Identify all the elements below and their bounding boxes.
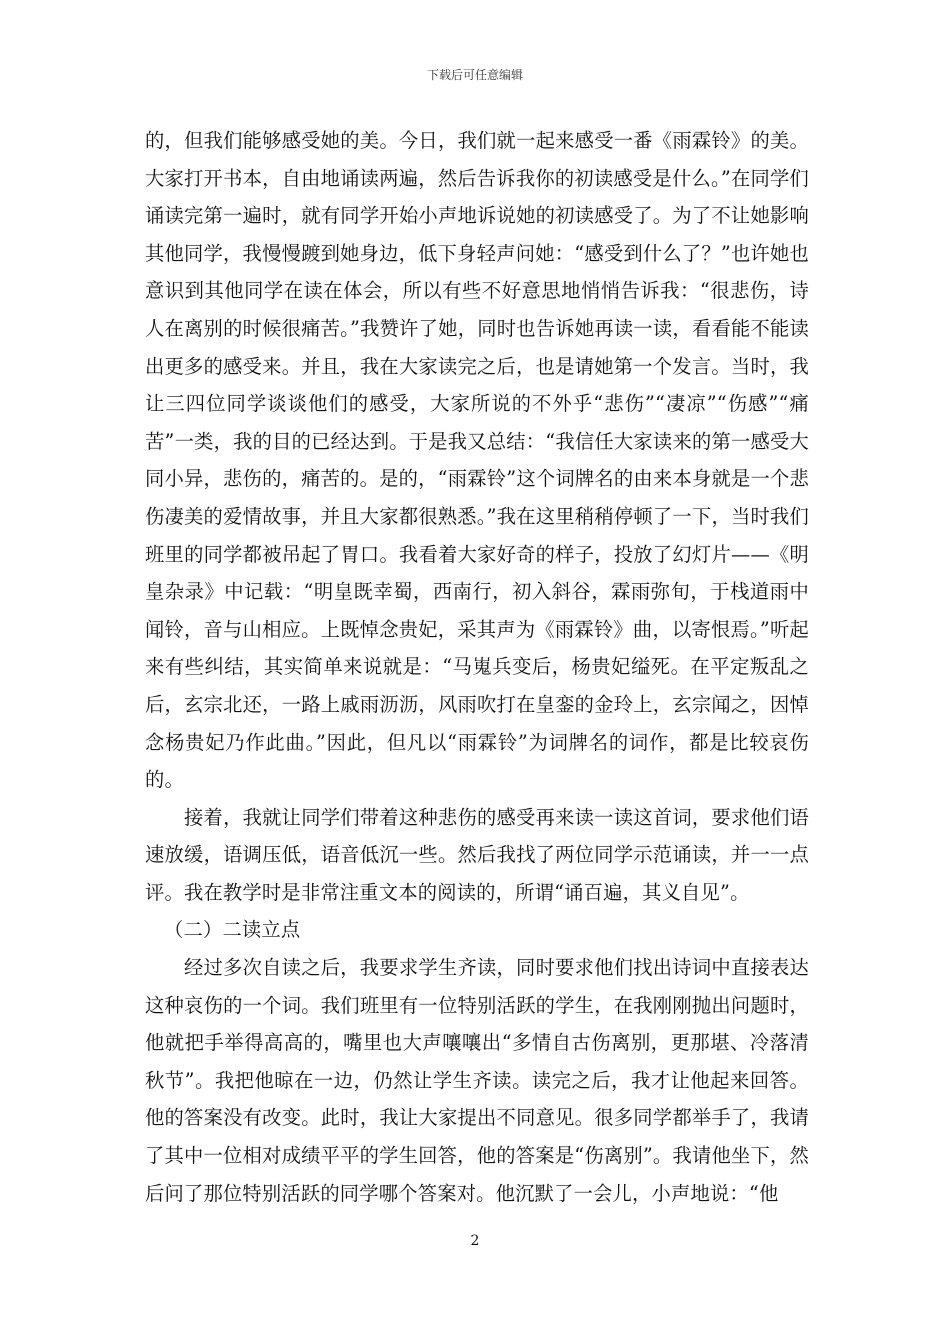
section-heading: （二）二读立点 bbox=[164, 918, 301, 942]
document-body bbox=[145, 122, 809, 1212]
paragraph-reading-again: 接着，我就让同学们带着这种悲伤的感受再来读一读这首词，要求他们语速放缓，语调压低，语音低沉一些。然后我找了两位同学示范诵读，并一一点评。我在教学时是非常注重文本的阅读的，所谓“诵百遍，其义自见”。 bbox=[145, 805, 809, 904]
page-number: 2 bbox=[470, 1233, 480, 1249]
page-header: 下载后可任意编辑 bbox=[426, 68, 523, 82]
paragraph-continuation: 的，但我们能够感受她的美。今日，我们就一起来感受一番《雨霖铃》的美。大家打开书本，自由地诵读两遍，然后告诉我你的初读感受是什么。”在同学们诵读完第一遍时，就有同学开始小声地诉说她的初读感受了。为了不让她影响其他同学，我慢慢踱到她身边，低下身轻声问她：“感受到什么了？”也许她也意识到其他同学在读在体会，所以有些不好意思地悄悄告诉我：“很悲伤，诗人在离别的时候很痛苦。”我赞许了她，同时也告诉她再读一读，看看能不能读出更多的感受来。并且，我在大家读完之后，也是请她第一个发言。当时，我让三四位同学谈谈他们的感受，大家所说的不外乎“悲伤”“凄凉”“伤感”“痛苦”一类，我的目的已经达到。于是我又总结：“我信任大家读来的第一感受大同小异，悲伤的，痛苦的。是的，“雨霖铃”这个词牌名的由来本身就是一个悲伤凄美的爱情故事，并且大家都很熟悉。”我在这里稍稍停顿了一下，当时我们班里的同学都被吊起了胃口。我看着大家好奇的样子，投放了幻灯片——《明皇杂录》中记载：“明皇既幸蜀，西南行，初入斜谷，霖雨弥旬，于栈道雨中闻铃，音与山相应。上既悼念贵妃，采其声为《雨霖铃》曲，以寄恨焉。”听起来有些纠结，其实简单来说就是：“马嵬兵变后，杨贵妃缢死。在平定叛乱之后，玄宗北还，一路上戚雨沥沥，风雨吹打在皇銮的金玲上，玄宗闻之，因悼念杨贵妃乃作此曲。”因此，但凡以“雨霖铃”为词牌名的词作，都是比较哀伤的。 bbox=[145, 129, 809, 792]
paragraph-group-reading: 经过多次自读之后，我要求学生齐读，同时要求他们找出诗词中直接表达这种哀伤的一个词。我们班里有一位特别活跃的学生，在我刚刚抛出问题时，他就把手举得高高的，嘴里也大声嚷嚷出“多情自古伤离别，更那堪、冷落清秋节”。我把他晾在一边，仍然让学生齐读。读完之后，我才让他起来回答。他的答案没有改变。此时，我让大家提出不同意见。很多同学都举手了，我请了其中一位相对成绩平平的学生回答，他的答案是“伤离别”。我请他坐下，然后问了那位特别活跃的同学哪个答案对。他沉默了一会儿，小声地说：“他 bbox=[145, 956, 809, 1205]
